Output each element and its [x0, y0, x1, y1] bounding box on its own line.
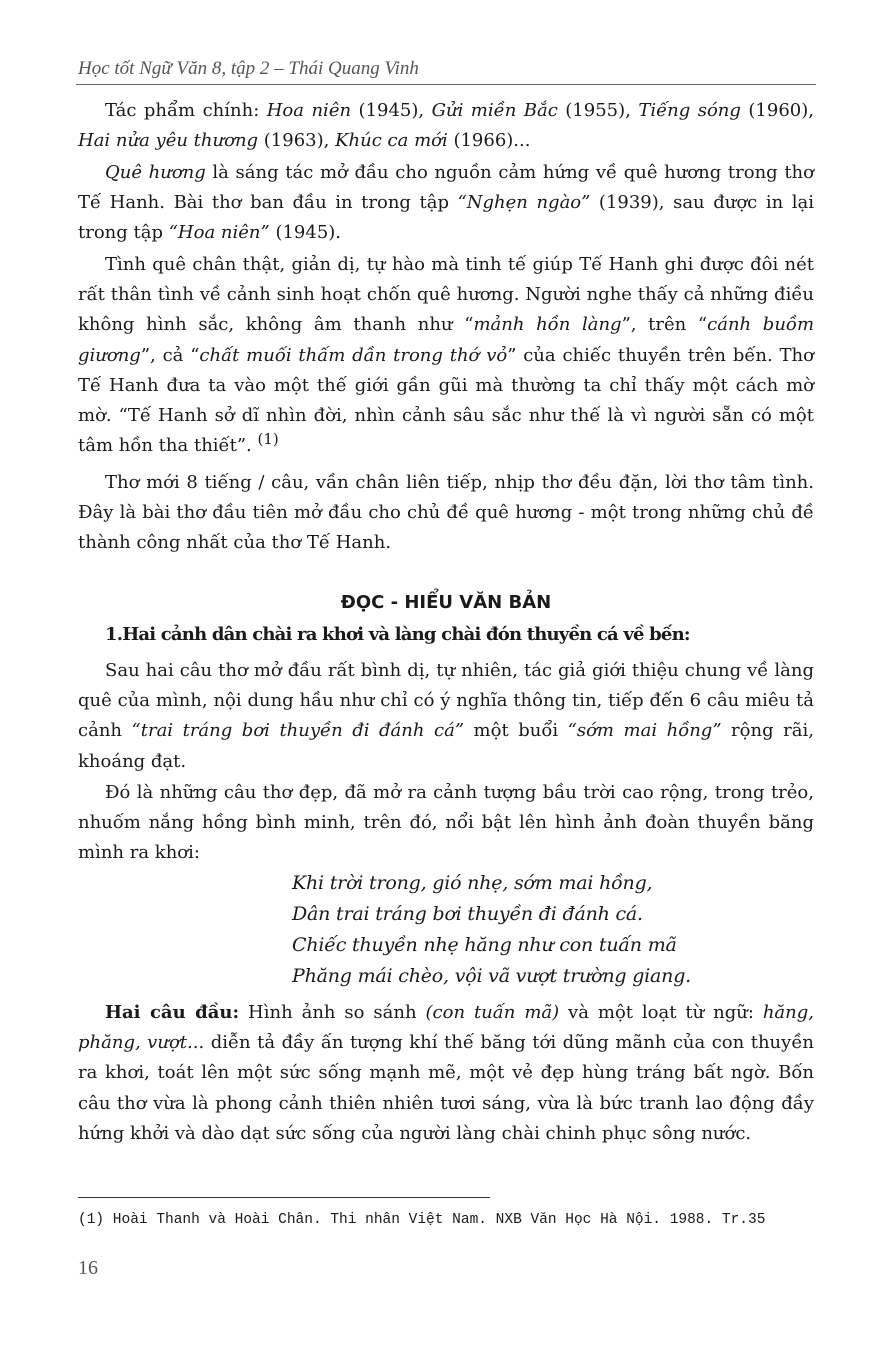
footnote-ref: (1) [257, 430, 279, 449]
scene-paragraph: Sau hai câu thơ mở đầu rất bình dị, tự nhiên, tác giả giới thiệu chung về làng quê của mình, nội dung hầu như chỉ có ý nghĩa thông tin, tiếp đến 6 câu miêu tả cảnh “trai tráng bơi thuyền đi đánh cá” một buổi “sớm mai hồng” rộng rãi, khoáng đạt. [78, 660, 814, 772]
page-number: 16 [78, 1257, 98, 1279]
works-paragraph: Tác phẩm chính: Hoa niên (1945), Gửi miền Bắc (1955), Tiếng sóng (1960), Hai nửa yêu thương (1963), Khúc ca mới (1966)... [78, 100, 814, 152]
header-divider [76, 84, 816, 85]
section-title: ĐỌC - HIỂU VĂN BẢN [340, 592, 552, 613]
sky-paragraph: Đó là những câu thơ đẹp, đã mở ra cảnh tượng bầu trời cao rộng, trong trẻo, nhuốm nắng hồng bình minh, trên đó, nổi bật lên hình ảnh đoàn thuyền băng mình ra khơi: [78, 782, 814, 864]
poem-line: Phăng mái chèo, vội vã vượt trường giang. [292, 965, 692, 987]
poem-excerpt [292, 868, 691, 992]
footnote-divider [78, 1197, 490, 1198]
footnote: (1) Hoài Thanh và Hoài Chân. Thi nhân Việt Nam. NXB Văn Học Hà Nội. 1988. Tr.35 [78, 1212, 766, 1228]
analysis-paragraph: Hai câu đầu: Hình ảnh so sánh (con tuấn mã) và một loạt từ ngữ: hăng, phăng, vượt... diễn tả đầy ấn tượng khí thế băng tới dũng mãnh của con thuyền ra khơi, toát lên một sức sống mạnh mẽ, một vẻ đẹp hùng tráng bất ngờ. Bốn câu thơ vừa là phong cảnh thiên nhiên tươi sáng, vừa là bức tranh lao động đầy hứng khởi và dào dạt sức sống của người làng chài chinh phục sông nước. [78, 1002, 815, 1144]
style-paragraph: Tình quê chân thật, giản dị, tự hào mà tinh tế giúp Tế Hanh ghi được đôi nét rất thân tình về cảnh sinh hoạt chốn quê hương. Người nghe thấy cả những điều không hình sắc, không âm thanh như “mảnh hồn làng”, trên “cánh buồm giương”, cả “chất muối thấm dần trong thớ vỏ” của chiếc thuyền trên bến. Thơ Tế Hanh đưa ta vào một thế giới gần gũi mà thường ta chỉ thấy một cách mờ mờ. “Tế Hanh sở dĩ nhìn đời, nhìn cảnh sâu sắc như thế là vì người sẵn có một tâm hồn tha thiết”. $^{(1)}$ [78, 254, 815, 457]
form-paragraph: Thơ mới 8 tiếng / câu, vần chân liên tiếp, nhịp thơ đều đặn, lời thơ tâm tình. Đây là bài thơ đầu tiên mở đầu cho chủ đề quê hương - một trong những chủ đề thành công nhất của thơ Tế Hanh. [78, 472, 814, 554]
origin-paragraph: Quê hương là sáng tác mở đầu cho nguồn cảm hứng về quê hương trong thơ Tế Hanh. Bài thơ ban đầu in trong tập “Nghẹn ngào” (1939), sau được in lại trong tập “Hoa niên” (1945). [78, 162, 814, 244]
poem-line: Dân trai tráng bơi thuyền đi đánh cá. [292, 903, 643, 925]
subsection-title: 1.Hai cảnh dân chài ra khơi và làng chài đón thuyền cá về bến: [105, 624, 690, 645]
poem-line: Khi trời trong, gió nhẹ, sớm mai hồng, [292, 872, 653, 894]
poem-line: Chiếc thuyền nhẹ hăng như con tuấn mã [292, 934, 677, 956]
running-header: Học tốt Ngữ Văn 8, tập 2 – Thái Quang Vinh [78, 58, 419, 79]
